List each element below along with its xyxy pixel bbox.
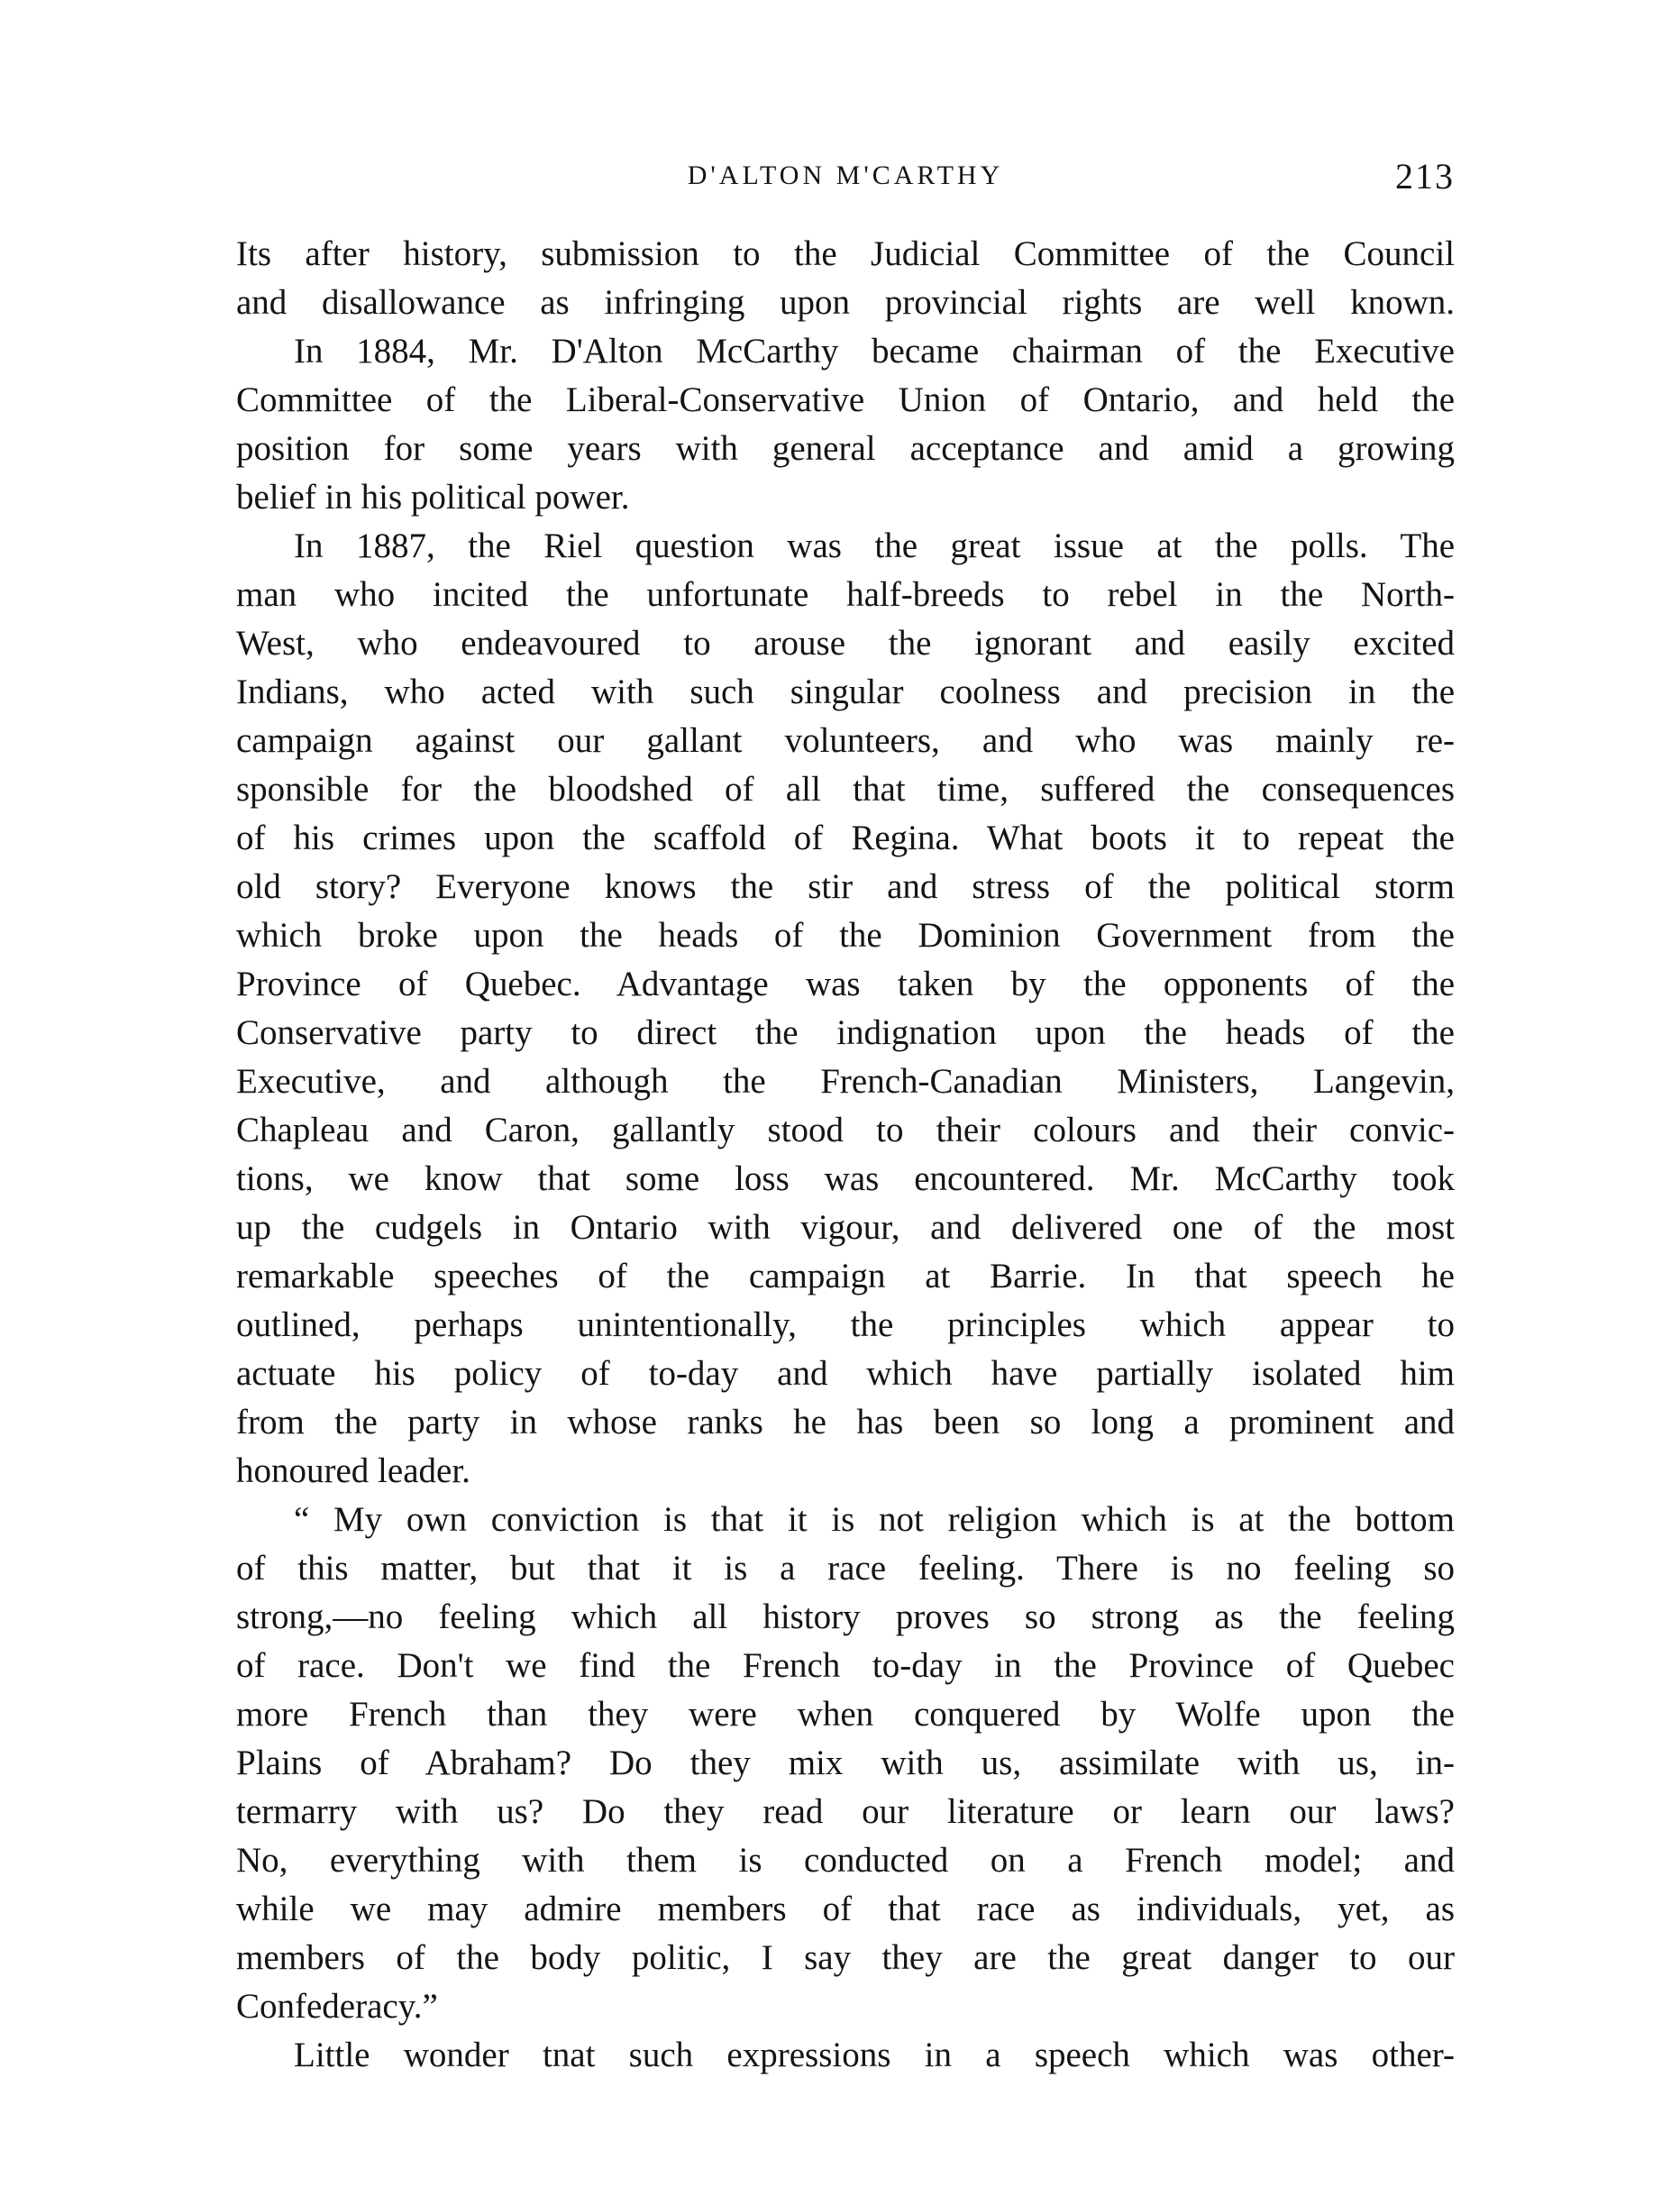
- text-line: old story? Everyone knows the stir and stress of the political storm: [236, 867, 1455, 906]
- text-line: of this matter, but that it is a race feeling. There is no feeling so: [236, 1549, 1455, 1588]
- text-line: campaign against our gallant volunteers, and who was mainly re-: [236, 721, 1455, 760]
- running-head: [236, 155, 1455, 200]
- text-line: In 1884, Mr. D'Alton McCarthy became chairman of the Executive: [294, 332, 1455, 371]
- text-line: In 1887, the Riel question was the great issue at the polls. The: [294, 526, 1455, 565]
- text-line: position for some years with general acceptance and amid a growing: [236, 429, 1455, 468]
- text-line: belief in his political power.: [236, 478, 630, 517]
- text-line: Conservative party to direct the indignation upon the heads of the: [236, 1013, 1455, 1052]
- page-number: 213: [1395, 156, 1455, 197]
- text-line: of race. Don't we find the French to-day in the Province of Quebec: [236, 1646, 1455, 1685]
- text-line: up the cudgels in Ontario with vigour, and delivered one of the most: [236, 1208, 1455, 1247]
- running-title: D'ALTON M'CARTHY: [687, 160, 1004, 190]
- text-line: remarkable speeches of the campaign at Barrie. In that speech he: [236, 1257, 1455, 1295]
- text-line: actuate his policy of to-day and which have partially isolated him: [236, 1354, 1455, 1393]
- text-line: Confederacy.”: [236, 1987, 438, 2026]
- text-line: of his crimes upon the scaffold of Regina. What boots it to repeat the: [236, 819, 1455, 857]
- text-line: more French than they were when conquered by Wolfe upon the: [236, 1695, 1455, 1734]
- text-line: members of the body politic, I say they are the great danger to our: [236, 1938, 1455, 1977]
- text-line: Committee of the Liberal-Conservative Union of Ontario, and held the: [236, 380, 1455, 419]
- text-line: Indians, who acted with such singular coolness and precision in the: [236, 673, 1455, 711]
- text-line: West, who endeavoured to arouse the ignorant and easily excited: [236, 624, 1455, 663]
- text-line: Executive, and although the French-Canadian Ministers, Langevin,: [236, 1062, 1455, 1101]
- text-line: honoured leader.: [236, 1451, 470, 1490]
- text-line: man who incited the unfortunate half-breeds to rebel in the North-: [236, 575, 1455, 614]
- text-line: termarry with us? Do they read our literature or learn our laws?: [236, 1792, 1455, 1831]
- text-line: Little wonder tnat such expressions in a speech which was other-: [294, 2036, 1455, 2074]
- text-line: from the party in whose ranks he has been so long a prominent and: [236, 1403, 1455, 1442]
- text-line: tions, we know that some loss was encountered. Mr. McCarthy took: [236, 1159, 1455, 1198]
- text-line: “ My own conviction is that it is not religion which is at the bottom: [294, 1500, 1455, 1539]
- text-line: and disallowance as infringing upon provincial rights are well known.: [236, 283, 1455, 322]
- body-text: [236, 230, 1455, 2080]
- text-line: No, everything with them is conducted on a French model; and: [236, 1841, 1455, 1880]
- text-line: sponsible for the bloodshed of all that time, suffered the consequences: [236, 770, 1455, 809]
- text-line: outlined, perhaps unintentionally, the principles which appear to: [236, 1305, 1455, 1344]
- text-line: Province of Quebec. Advantage was taken by the opponents of the: [236, 965, 1455, 1003]
- text-line: strong,—no feeling which all history proves so strong as the feeling: [236, 1597, 1455, 1636]
- text-line: which broke upon the heads of the Dominion Government from the: [236, 916, 1455, 955]
- text-line: Its after history, submission to the Judicial Committee of the Council: [236, 234, 1455, 273]
- text-line: Chapleau and Caron, gallantly stood to their colours and their convic-: [236, 1111, 1455, 1149]
- text-line: while we may admire members of that race as individuals, yet, as: [236, 1890, 1455, 1928]
- text-line: Plains of Abraham? Do they mix with us, assimilate with us, in-: [236, 1744, 1455, 1782]
